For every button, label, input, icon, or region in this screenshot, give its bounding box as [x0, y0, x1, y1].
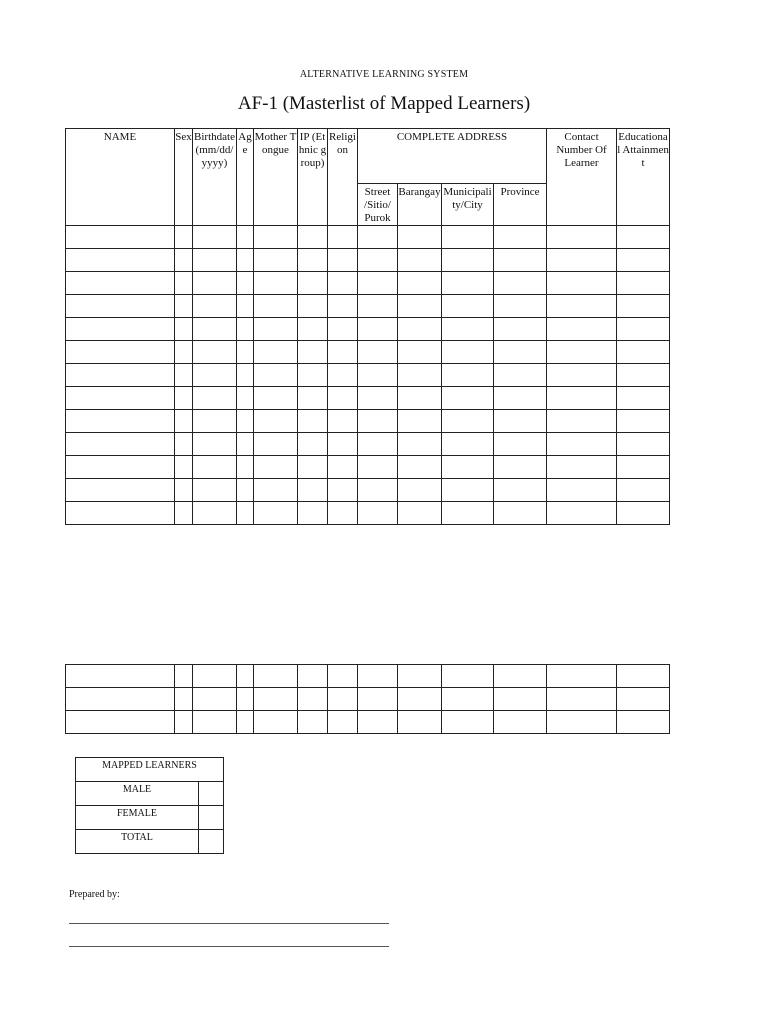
table-cell[interactable] [254, 711, 298, 734]
table-cell[interactable] [237, 226, 254, 249]
continuation-body [66, 665, 670, 734]
table-cell[interactable] [547, 341, 617, 364]
table-cell[interactable] [193, 502, 237, 525]
table-cell[interactable] [254, 387, 298, 410]
table-cell[interactable] [494, 226, 547, 249]
table-cell[interactable] [547, 479, 617, 502]
table-row [66, 688, 670, 711]
table-cell[interactable] [358, 711, 398, 734]
table-cell[interactable] [398, 665, 442, 688]
table-cell[interactable] [237, 364, 254, 387]
table-cell[interactable] [442, 711, 494, 734]
table-cell[interactable] [398, 479, 442, 502]
table-cell[interactable] [328, 456, 358, 479]
table-cell[interactable] [66, 410, 175, 433]
summary-total-value[interactable] [199, 830, 224, 854]
table-cell[interactable] [254, 295, 298, 318]
table-cell[interactable] [617, 711, 670, 734]
table-cell[interactable] [398, 688, 442, 711]
table-cell[interactable] [442, 226, 494, 249]
table-cell[interactable] [328, 341, 358, 364]
table-cell[interactable] [617, 502, 670, 525]
table-cell[interactable] [328, 688, 358, 711]
table-row [66, 364, 670, 387]
table-cell[interactable] [254, 272, 298, 295]
table-cell[interactable] [398, 249, 442, 272]
column-header-complete-address: COMPLETE ADDRESS [358, 129, 547, 184]
table-row [66, 226, 670, 249]
table-cell[interactable] [328, 318, 358, 341]
table-cell[interactable] [398, 387, 442, 410]
table-cell[interactable] [442, 272, 494, 295]
table-cell[interactable] [398, 433, 442, 456]
table-cell[interactable] [617, 433, 670, 456]
table-cell[interactable] [398, 341, 442, 364]
table-cell[interactable] [398, 318, 442, 341]
column-header-contact: Contact Number Of Learner [547, 129, 617, 226]
table-cell[interactable] [358, 456, 398, 479]
column-header-age: Age [237, 129, 254, 226]
table-cell[interactable] [298, 433, 328, 456]
table-cell[interactable] [66, 249, 175, 272]
table-cell[interactable] [358, 387, 398, 410]
table-cell[interactable] [547, 665, 617, 688]
table-cell[interactable] [298, 272, 328, 295]
table-cell[interactable] [617, 249, 670, 272]
table-cell[interactable] [358, 665, 398, 688]
table-cell[interactable] [237, 479, 254, 502]
prepared-by-label: Prepared by: [69, 889, 120, 900]
table-cell[interactable] [254, 502, 298, 525]
table-cell[interactable] [193, 688, 237, 711]
table-cell[interactable] [442, 665, 494, 688]
document-header: ALTERNATIVE LEARNING SYSTEM [299, 69, 469, 80]
table-cell[interactable] [66, 433, 175, 456]
table-row [66, 295, 670, 318]
column-header-province: Province [494, 184, 547, 226]
summary-female-value[interactable] [199, 806, 224, 830]
table-cell[interactable] [547, 502, 617, 525]
table-cell[interactable] [494, 364, 547, 387]
table-cell[interactable] [237, 318, 254, 341]
table-row [66, 249, 670, 272]
summary-male-value[interactable] [199, 782, 224, 806]
table-row [66, 410, 670, 433]
table-cell[interactable] [298, 387, 328, 410]
table-cell[interactable] [617, 410, 670, 433]
table-cell[interactable] [175, 665, 193, 688]
table-cell[interactable] [328, 433, 358, 456]
table-cell[interactable] [298, 295, 328, 318]
table-cell[interactable] [193, 318, 237, 341]
column-header-ip: IP (Ethnic group) [298, 129, 328, 226]
column-header-mother-tongue: Mother Tongue [254, 129, 298, 226]
table-cell[interactable] [328, 364, 358, 387]
table-cell[interactable] [547, 318, 617, 341]
table-cell[interactable] [547, 456, 617, 479]
table-cell[interactable] [237, 387, 254, 410]
table-cell[interactable] [175, 387, 193, 410]
table-cell[interactable] [66, 318, 175, 341]
table-cell[interactable] [328, 711, 358, 734]
table-cell[interactable] [398, 364, 442, 387]
table-cell[interactable] [175, 502, 193, 525]
table-cell[interactable] [237, 502, 254, 525]
table-cell[interactable] [328, 295, 358, 318]
table-cell[interactable] [494, 249, 547, 272]
table-cell[interactable] [442, 502, 494, 525]
table-cell[interactable] [254, 688, 298, 711]
table-cell[interactable] [298, 479, 328, 502]
masterlist-continuation-table [65, 664, 670, 734]
table-cell[interactable] [254, 456, 298, 479]
column-header-street: Street /Sitio/ Purok [358, 184, 398, 226]
table-cell[interactable] [175, 479, 193, 502]
table-cell[interactable] [617, 226, 670, 249]
table-cell[interactable] [193, 456, 237, 479]
table-cell[interactable] [358, 502, 398, 525]
table-cell[interactable] [358, 479, 398, 502]
table-cell[interactable] [398, 502, 442, 525]
table-cell[interactable] [298, 226, 328, 249]
table-cell[interactable] [358, 272, 398, 295]
column-header-barangay: Barangay [398, 184, 442, 226]
table-cell[interactable] [617, 295, 670, 318]
table-cell[interactable] [237, 711, 254, 734]
table-cell[interactable] [193, 665, 237, 688]
table-cell[interactable] [398, 295, 442, 318]
column-header-sex: Sex [175, 129, 193, 226]
table-cell[interactable] [398, 410, 442, 433]
table-cell[interactable] [547, 688, 617, 711]
table-cell[interactable] [547, 410, 617, 433]
table-cell[interactable] [328, 479, 358, 502]
table-cell[interactable] [328, 272, 358, 295]
table-cell[interactable] [298, 711, 328, 734]
table-cell[interactable] [298, 249, 328, 272]
table-cell[interactable] [358, 226, 398, 249]
table-cell[interactable] [298, 341, 328, 364]
table-row [66, 433, 670, 456]
column-header-birthdate: Birthdate (mm/dd/yyyy) [193, 129, 237, 226]
table-cell[interactable] [298, 364, 328, 387]
table-row [66, 272, 670, 295]
table-cell[interactable] [398, 272, 442, 295]
summary-title: MAPPED LEARNERS [76, 758, 224, 782]
table-cell[interactable] [298, 665, 328, 688]
table-cell[interactable] [547, 295, 617, 318]
table-cell[interactable] [193, 272, 237, 295]
table-cell[interactable] [237, 295, 254, 318]
table-cell[interactable] [66, 502, 175, 525]
table-row [66, 387, 670, 410]
table-cell[interactable] [254, 410, 298, 433]
table-cell[interactable] [237, 433, 254, 456]
table-cell[interactable] [494, 688, 547, 711]
table-cell[interactable] [617, 479, 670, 502]
table-cell[interactable] [66, 665, 175, 688]
table-cell[interactable] [66, 295, 175, 318]
table-cell[interactable] [328, 502, 358, 525]
table-cell[interactable] [193, 226, 237, 249]
table-cell[interactable] [66, 711, 175, 734]
table-cell[interactable] [494, 433, 547, 456]
mapped-learners-summary [75, 757, 224, 854]
table-cell[interactable] [617, 341, 670, 364]
table-row [66, 318, 670, 341]
table-cell[interactable] [617, 364, 670, 387]
table-cell[interactable] [66, 387, 175, 410]
table-cell[interactable] [494, 341, 547, 364]
table-cell[interactable] [442, 410, 494, 433]
table-cell[interactable] [175, 249, 193, 272]
table-cell[interactable] [442, 364, 494, 387]
table-cell[interactable] [66, 341, 175, 364]
table-cell[interactable] [175, 688, 193, 711]
table-cell[interactable] [66, 688, 175, 711]
table-cell[interactable] [254, 341, 298, 364]
summary-male-label: MALE [76, 782, 199, 806]
table-cell[interactable] [193, 364, 237, 387]
table-cell[interactable] [237, 249, 254, 272]
table-cell[interactable] [442, 387, 494, 410]
table-cell[interactable] [547, 711, 617, 734]
table-row [66, 341, 670, 364]
table-cell[interactable] [193, 479, 237, 502]
table-cell[interactable] [494, 295, 547, 318]
table-cell[interactable] [358, 341, 398, 364]
table-cell[interactable] [175, 318, 193, 341]
table-cell[interactable] [547, 249, 617, 272]
table-cell[interactable] [442, 433, 494, 456]
table-cell[interactable] [494, 410, 547, 433]
table-cell[interactable] [298, 318, 328, 341]
table-cell[interactable] [617, 272, 670, 295]
table-row [66, 456, 670, 479]
table-cell[interactable] [298, 688, 328, 711]
table-cell[interactable] [442, 295, 494, 318]
column-header-religion: Religion [328, 129, 358, 226]
table-cell[interactable] [358, 410, 398, 433]
table-cell[interactable] [175, 364, 193, 387]
table-cell[interactable] [175, 272, 193, 295]
table-cell[interactable] [494, 318, 547, 341]
table-cell[interactable] [398, 456, 442, 479]
table-cell[interactable] [494, 272, 547, 295]
table-cell[interactable] [193, 249, 237, 272]
masterlist-body [66, 226, 670, 525]
table-cell[interactable] [617, 318, 670, 341]
table-cell[interactable] [237, 272, 254, 295]
table-cell[interactable] [237, 410, 254, 433]
table-cell[interactable] [66, 456, 175, 479]
table-cell[interactable] [547, 272, 617, 295]
table-cell[interactable] [442, 249, 494, 272]
table-cell[interactable] [175, 711, 193, 734]
table-cell[interactable] [254, 364, 298, 387]
table-cell[interactable] [442, 479, 494, 502]
table-cell[interactable] [254, 479, 298, 502]
table-cell[interactable] [494, 479, 547, 502]
table-cell[interactable] [66, 364, 175, 387]
table-cell[interactable] [298, 410, 328, 433]
table-cell[interactable] [328, 665, 358, 688]
table-cell[interactable] [617, 387, 670, 410]
table-cell[interactable] [547, 433, 617, 456]
table-cell[interactable] [358, 295, 398, 318]
column-header-education: Educational Attainment [617, 129, 670, 226]
table-cell[interactable] [494, 665, 547, 688]
table-cell[interactable] [328, 410, 358, 433]
table-cell[interactable] [193, 295, 237, 318]
masterlist-table [65, 128, 670, 525]
table-cell[interactable] [494, 456, 547, 479]
summary-total-label: TOTAL [76, 830, 199, 854]
table-cell[interactable] [193, 341, 237, 364]
signature-line-1[interactable] [69, 923, 389, 924]
table-cell[interactable] [175, 410, 193, 433]
table-cell[interactable] [193, 410, 237, 433]
table-row [66, 479, 670, 502]
table-cell[interactable] [237, 665, 254, 688]
table-cell[interactable] [298, 456, 328, 479]
table-cell[interactable] [494, 711, 547, 734]
table-cell[interactable] [442, 456, 494, 479]
table-row [66, 502, 670, 525]
table-cell[interactable] [66, 272, 175, 295]
table-cell[interactable] [193, 433, 237, 456]
table-cell[interactable] [442, 341, 494, 364]
table-cell[interactable] [617, 688, 670, 711]
table-cell[interactable] [398, 711, 442, 734]
column-header-municipality: Municipality/City [442, 184, 494, 226]
table-cell[interactable] [328, 387, 358, 410]
table-cell[interactable] [298, 502, 328, 525]
table-cell[interactable] [193, 711, 237, 734]
table-cell[interactable] [358, 249, 398, 272]
page-title: AF-1 (Masterlist of Mapped Learners) [237, 93, 531, 114]
table-cell[interactable] [254, 433, 298, 456]
table-cell[interactable] [254, 318, 298, 341]
table-cell[interactable] [175, 433, 193, 456]
table-cell[interactable] [398, 226, 442, 249]
table-cell[interactable] [358, 688, 398, 711]
table-cell[interactable] [358, 364, 398, 387]
table-cell[interactable] [175, 295, 193, 318]
table-row [66, 665, 670, 688]
table-cell[interactable] [237, 456, 254, 479]
table-cell[interactable] [254, 226, 298, 249]
signature-line-2[interactable] [69, 946, 389, 947]
table-cell[interactable] [547, 387, 617, 410]
summary-female-label: FEMALE [76, 806, 199, 830]
table-cell[interactable] [175, 341, 193, 364]
table-cell[interactable] [328, 226, 358, 249]
table-cell[interactable] [494, 502, 547, 525]
table-cell[interactable] [617, 456, 670, 479]
table-cell[interactable] [494, 387, 547, 410]
table-cell[interactable] [66, 479, 175, 502]
table-cell[interactable] [328, 249, 358, 272]
table-cell[interactable] [237, 341, 254, 364]
table-cell[interactable] [547, 364, 617, 387]
table-cell[interactable] [358, 318, 398, 341]
table-row [66, 711, 670, 734]
table-cell[interactable] [66, 226, 175, 249]
table-cell[interactable] [442, 688, 494, 711]
table-cell[interactable] [547, 226, 617, 249]
column-header-name: NAME [66, 129, 175, 226]
table-cell[interactable] [254, 665, 298, 688]
table-cell[interactable] [617, 665, 670, 688]
table-cell[interactable] [175, 456, 193, 479]
table-cell[interactable] [237, 688, 254, 711]
table-cell[interactable] [442, 318, 494, 341]
table-cell[interactable] [175, 226, 193, 249]
table-cell[interactable] [193, 387, 237, 410]
table-cell[interactable] [358, 433, 398, 456]
table-cell[interactable] [254, 249, 298, 272]
